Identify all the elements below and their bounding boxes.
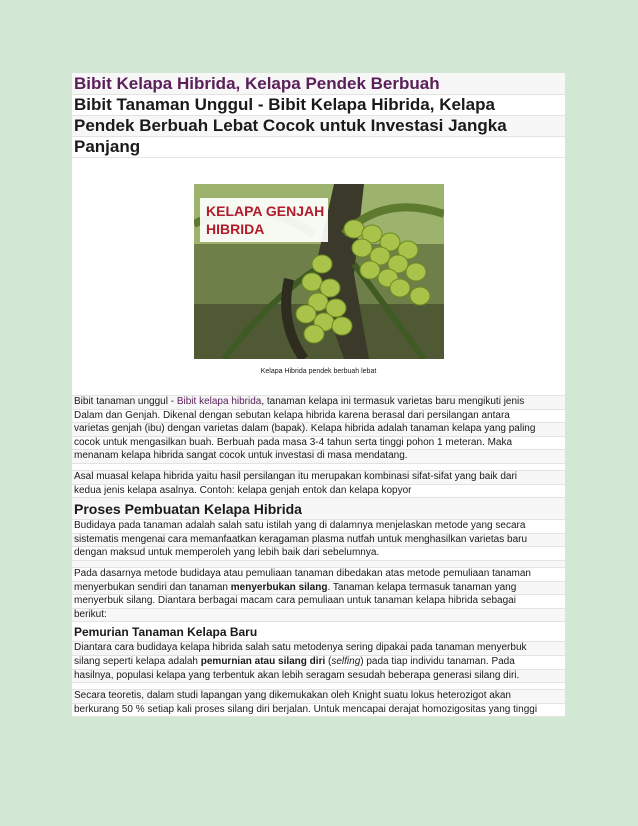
bold-text: menyerbukan silang xyxy=(230,581,328,593)
photo-overlay-text: HIBRIDA xyxy=(205,221,264,237)
spacer xyxy=(72,464,565,471)
paragraph-line: Diantara cara budidaya kelapa hibrida salah satu metodenya sering dipakai pada tanaman menyerbuk xyxy=(72,642,565,656)
section-heading: Pemurian Tanaman Kelapa Baru xyxy=(72,622,565,642)
paragraph-line: Pada dasarnya metode budidaya atau pemuliaan tanaman dibedakan atas metode pemuliaan tanaman xyxy=(72,568,565,582)
section-heading: Proses Pembuatan Kelapa Hibrida xyxy=(72,498,565,520)
article-title-line: Pendek Berbuah Lebat Cocok untuk Investasi Jangka xyxy=(72,116,565,137)
figure-caption: Kelapa Hibrida pendek berbuah lebat xyxy=(260,368,377,375)
italic-text: selfing xyxy=(331,655,361,667)
paragraph-line: kedua jenis kelapa asalnya. Contoh: kelapa genjah entok dan kelapa kopyor xyxy=(72,485,565,499)
text: menyerbukan sendiri dan tanaman xyxy=(74,581,231,593)
paragraph-line: Asal muasal kelapa hibrida yaitu hasil persilangan itu merupakan kombinasi sifat-sifat yang baik dari xyxy=(72,471,565,485)
paragraph-line: varietas genjah (ibu) dengan varietas dalam (bapak). Kelapa hibrida adalah tanaman kelapa yang paling xyxy=(72,423,565,437)
article-title-line: Panjang xyxy=(72,137,565,158)
coconut-photo-illustration xyxy=(194,184,444,359)
document-page xyxy=(72,73,565,717)
text: . Tanaman kelapa termasuk tanaman yang xyxy=(327,581,517,593)
paragraph-line xyxy=(72,396,565,410)
figure xyxy=(72,158,565,381)
text: ) pada tiap individu tanaman. Pada xyxy=(360,655,515,667)
paragraph-line xyxy=(72,656,565,670)
text: , tanaman kelapa ini termasuk varietas baru mengikuti jenis xyxy=(261,396,525,407)
paragraph-line: Budidaya pada tanaman adalah salah satu istilah yang di dalamnya menjelaskan metode yang secara xyxy=(72,520,565,534)
paragraph-line: hasilnya, populasi kelapa yang terbentuk akan lebih seragam sesudah beberapa generasi silang diri. xyxy=(72,670,565,684)
text: silang seperti kelapa adalah xyxy=(74,655,201,667)
spacer xyxy=(72,683,565,690)
photo-overlay-text: KELAPA GENJAH xyxy=(205,203,324,219)
coconut-tree-photo xyxy=(194,184,444,359)
bibit-kelapa-hibrida-link[interactable]: Bibit kelapa hibrida xyxy=(176,396,262,407)
paragraph-line xyxy=(72,582,565,596)
page-title: Bibit Kelapa Hibrida, Kelapa Pendek Berbuah xyxy=(72,73,565,95)
paragraph-line: dengan maksud untuk memperoleh yang lebih baik dari sebelumnya. xyxy=(72,547,565,561)
bold-text: pemurnian atau silang diri xyxy=(200,655,326,667)
spacer xyxy=(72,561,565,568)
paragraph-line: sistematis mengenai cara memanfaatkan keragaman plasma nutfah untuk menghasilkan varietas baru xyxy=(72,534,565,548)
paragraph-line: menyerbuk silang. Diantara berbagai macam cara pemuliaan untuk tanaman kelapa hibrida sebagai xyxy=(72,595,565,609)
text: Bibit tanaman unggul - xyxy=(74,396,177,407)
text: ( xyxy=(325,655,332,667)
paragraph-line: Secara teoretis, dalam studi lapangan yang dikemukakan oleh Knight suatu lokus heterozigot akan xyxy=(72,690,565,704)
paragraph-line: Dalam dan Genjah. Dikenal dengan sebutan kelapa hibrida karena berasal dari persilangan antara xyxy=(72,410,565,424)
paragraph-line: berkurang 50 % setiap kali proses silang diri berjalan. Untuk mencapai derajat homozigositas yang tinggi xyxy=(72,704,565,718)
paragraph-line: menanam kelapa hibrida sangat cocok untuk investasi di masa mendatang. xyxy=(72,450,565,464)
article-title-line: Bibit Tanaman Unggul - Bibit Kelapa Hibrida, Kelapa xyxy=(72,95,565,116)
spacer xyxy=(72,381,565,396)
paragraph-line: berikut: xyxy=(72,609,565,623)
paragraph-line: cocok untuk mengasilkan buah. Berbuah pada masa 3-4 tahun serta tinggi pohon 1 meteran. Maka xyxy=(72,437,565,451)
